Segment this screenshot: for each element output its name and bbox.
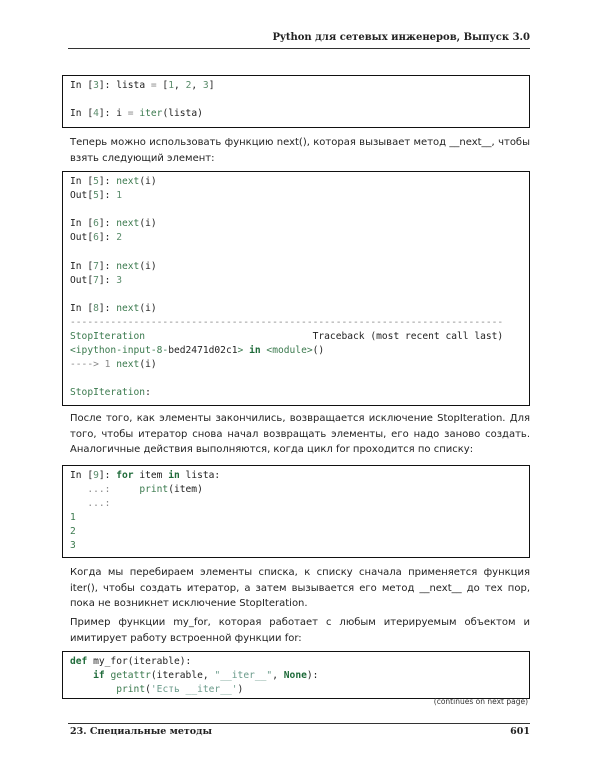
header-rule <box>68 48 530 49</box>
code-token: : <box>145 387 151 399</box>
code-token <box>70 684 116 695</box>
code-line <box>70 316 529 330</box>
page-number: 601 <box>510 726 530 737</box>
code-line <box>70 203 529 217</box>
code-token: 1 <box>70 512 76 524</box>
code-token: "__iter__" <box>214 670 273 682</box>
code-token: (item) <box>168 484 203 496</box>
code-line <box>70 497 529 511</box>
code-token: if <box>93 670 105 682</box>
code-token: 6 <box>93 232 99 244</box>
code-token: 9 <box>93 470 99 481</box>
code-token: next <box>116 302 140 314</box>
code-line <box>70 469 529 483</box>
code-line <box>70 260 529 274</box>
code-token: print <box>139 484 169 496</box>
code-token: ]: <box>98 218 117 230</box>
code-token: = <box>127 108 134 120</box>
code-block <box>62 171 530 406</box>
code-token <box>70 670 93 681</box>
code-line <box>70 386 529 400</box>
code-token: getattr <box>110 670 151 682</box>
code-token: 7 <box>93 260 99 272</box>
code-token: In [ <box>70 218 94 230</box>
code-token: StopIteration <box>70 387 146 399</box>
code-token: for <box>116 470 134 481</box>
code-token: ]: <box>98 176 117 187</box>
code-token: 2 <box>116 232 122 244</box>
code-line <box>70 655 529 669</box>
code-token: iter <box>139 108 163 120</box>
code-token: In [ <box>70 176 94 187</box>
code-token: 2 <box>70 526 76 538</box>
code-token: ----> 1 <box>70 359 117 371</box>
code-token: > <box>237 345 250 357</box>
code-token: ]: i <box>98 108 128 120</box>
code-token: 1 <box>116 190 122 202</box>
code-token: (iterable, <box>150 670 215 682</box>
code-token: , <box>174 80 186 91</box>
code-line <box>70 330 529 344</box>
paragraph: Теперь можно использовать функцию next(), которая вызывает метод __next__, чтобы взять следующий элемент: <box>70 137 530 164</box>
code-token: ( <box>145 684 151 696</box>
code-token: print <box>116 684 146 696</box>
code-token: None <box>283 670 307 682</box>
code-token: ]: <box>98 190 117 202</box>
footer-chapter: 23. Специальные методы <box>70 726 212 737</box>
code-token: Out[ <box>70 190 94 202</box>
code-token: <module> <box>260 345 313 357</box>
code-line <box>70 683 529 697</box>
code-line <box>70 93 529 107</box>
code-token: 3 <box>93 80 99 91</box>
code-token: item <box>133 470 169 481</box>
footer-rule <box>68 723 530 724</box>
code-block <box>62 465 530 558</box>
code-line <box>70 107 529 121</box>
code-token: (i) <box>139 260 157 272</box>
code-token: 3 <box>70 540 76 552</box>
code-token: In [ <box>70 80 94 91</box>
code-token: my_for(iterable): <box>87 656 192 667</box>
code-token: next <box>116 260 140 272</box>
code-token: ]: <box>98 470 117 481</box>
code-token: def <box>70 656 88 667</box>
code-token: next <box>116 218 140 230</box>
code-token: 4 <box>93 108 99 120</box>
code-token: next <box>116 176 140 187</box>
code-line <box>70 483 529 497</box>
code-token: [ <box>156 80 169 91</box>
code-token: In [ <box>70 108 94 120</box>
code-token: () <box>312 345 325 357</box>
code-token: = <box>150 80 157 91</box>
code-token: ]: <box>98 260 117 272</box>
code-token: 6 <box>93 218 99 230</box>
code-line <box>70 217 529 231</box>
code-line <box>70 669 529 683</box>
code-token: , <box>272 670 284 682</box>
code-token: 7 <box>93 274 99 286</box>
code-token: ]: lista <box>98 80 151 91</box>
code-token: (i) <box>139 359 157 371</box>
code-token: (i) <box>139 302 157 314</box>
running-header: Python для сетевых инженеров, Выпуск 3.0 <box>272 32 530 43</box>
code-token: next <box>116 359 140 371</box>
code-token: ...: <box>70 498 111 510</box>
code-line <box>70 189 529 203</box>
code-token: (i) <box>139 176 157 187</box>
code-token: Out[ <box>70 274 94 286</box>
code-token: <ipython-input-8- <box>70 345 169 357</box>
code-token: StopIteration <box>70 331 146 343</box>
code-token: (lista) <box>162 108 203 120</box>
code-token: ...: <box>70 484 140 496</box>
code-token: 2 <box>185 80 192 91</box>
code-line <box>70 288 529 302</box>
code-token: 5 <box>93 190 99 202</box>
code-token: ]: <box>98 274 117 286</box>
code-line <box>70 344 529 358</box>
code-block <box>62 75 530 128</box>
code-token: ] <box>208 80 215 91</box>
code-token: ]: <box>98 302 117 314</box>
code-line <box>70 539 529 553</box>
code-line <box>70 245 529 259</box>
code-line <box>70 358 529 372</box>
code-token: In [ <box>70 302 94 314</box>
code-token: 5 <box>93 176 99 187</box>
code-token: In [ <box>70 260 94 272</box>
code-line <box>70 302 529 316</box>
code-token: --------------------------------------------------------------------------- <box>70 316 504 328</box>
code-token: 'Есть __iter__' <box>150 684 238 696</box>
code-token: , <box>191 80 203 91</box>
code-token: Out[ <box>70 232 94 244</box>
paragraph: Пример функции my_for, которая работает с любым итерируемым объектом и имитирует работу встроенной функции for: <box>70 617 530 644</box>
code-token: 3 <box>202 80 209 91</box>
code-token: ) <box>237 684 244 696</box>
code-token: bed2471d02c1 <box>168 345 238 357</box>
code-line <box>70 274 529 288</box>
code-token: In [ <box>70 470 94 481</box>
code-block <box>62 651 530 699</box>
code-token: 8 <box>93 302 99 314</box>
code-token: in <box>168 470 180 481</box>
code-line <box>70 79 529 93</box>
code-line <box>70 372 529 386</box>
code-line <box>70 525 529 539</box>
code-line <box>70 175 529 189</box>
code-token: ): <box>306 670 319 682</box>
code-line <box>70 511 529 525</box>
continues-note: (continues on next page) <box>433 697 528 706</box>
code-token: 3 <box>116 274 122 286</box>
code-token: in <box>249 345 261 357</box>
code-token: Traceback (most recent call last) <box>145 331 504 343</box>
code-token: (i) <box>139 218 157 230</box>
code-token: lista: <box>179 470 221 481</box>
paragraph: Когда мы перебираем элементы списка, к списку сначала применяется функция iter(), чтобы создать итератор, а затем вызывается его метод __next__ до тех пор, пока не возникнет исключение StopIteration. <box>70 567 530 609</box>
code-token: ]: <box>98 232 117 244</box>
paragraph: После того, как элементы закончились, возвращается исключение StopIteration. Для того, чтобы итератор снова начал возвращать элементы, его надо заново создать. Аналогичные действия выполняются, когда цикл for проходится по списку: <box>70 413 530 455</box>
code-line <box>70 231 529 245</box>
code-token: 1 <box>168 80 174 91</box>
